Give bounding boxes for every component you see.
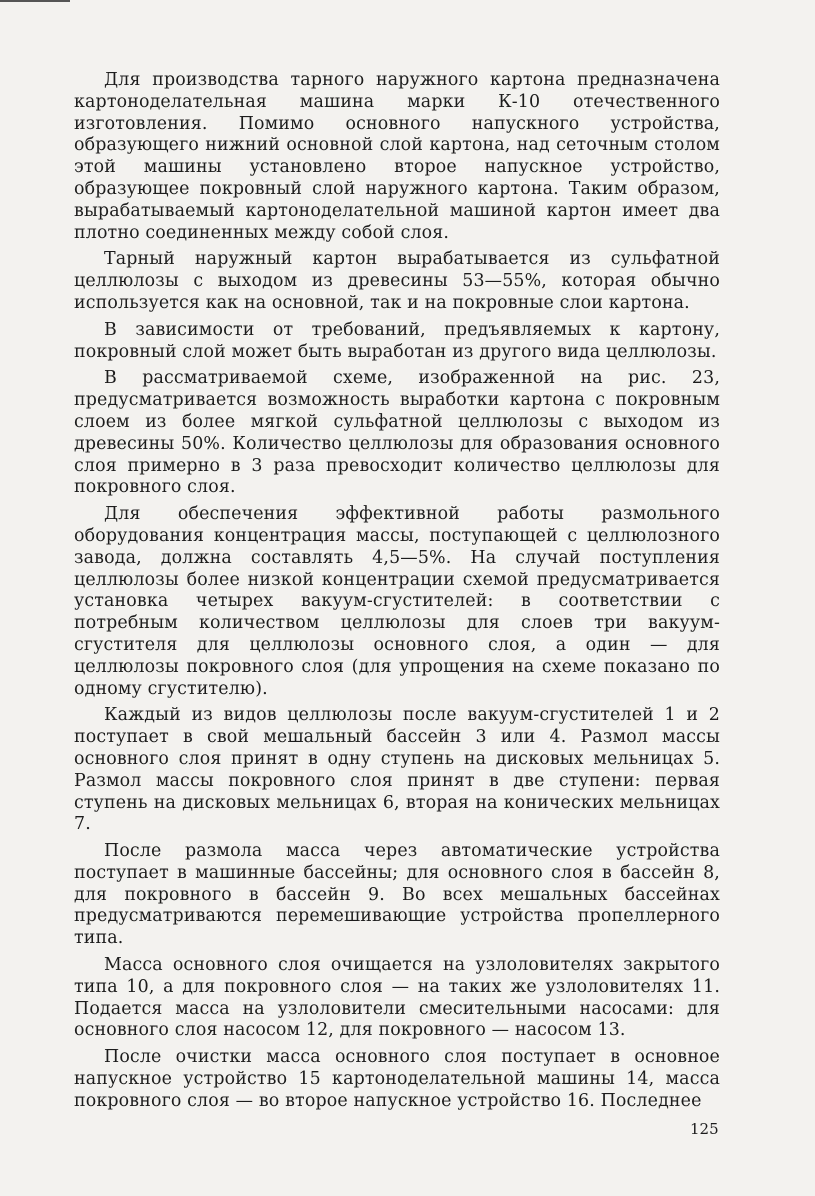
paragraph-7: После размола масса через автоматические устройства поступает в машинные бассейны; для основного слоя в бассейн 8, для покровного в бассейн 9. Во всех мешальных бассейнах предусматриваются перемешивающие устройства пропеллерного типа. [74, 841, 720, 949]
top-rule [0, 0, 70, 2]
page-number: 125 [690, 1120, 719, 1138]
paragraph-5: Для обеспечения эффективной работы размольного оборудования концентрация массы, поступающей с целлюлозного завода, должна составлять 4,5—5%. На случай поступления целлюлозы более низкой концентрации схемой предусматривается установка четырех вакуум-сгустителей: в соответствии с потребным количеством целлюлозы для слоев три вакуум-сгустителя для целлюлозы основного слоя, а один — для целлюлозы покровного слоя (для упрощения на схеме показано по одному сгустителю). [74, 504, 720, 699]
paragraph-9: После очистки масса основного слоя поступает в основное напускное устройство 15 картоноделательной машины 14, масса покровного слоя — во второе напускное устройство 16. Последнее [74, 1047, 720, 1111]
paragraph-6: Каждый из видов целлюлозы после вакуум-сгустителей 1 и 2 поступает в свой мешальный бассейн 3 или 4. Размол массы основного слоя принят в одну ступень на дисковых мельницах 5. Размол массы покровного слоя принят в две ступени: первая ступень на дисковых мельницах 6, вторая на конических мельницах 7. [74, 705, 720, 835]
paragraph-8: Масса основного слоя очищается на узлоловителях закрытого типа 10, а для покровного слоя — на таких же узлоловителях 11. Подается масса на узлоловители смесительными насосами: для основного слоя насосом 12, для покровного — насосом 13. [74, 955, 720, 1041]
paragraph-4: В рассматриваемой схеме, изображенной на рис. 23, предусматривается возможность выработки картона с покровным слоем из более мягкой сульфатной целлюлозы с выходом из древесины 50%. Количество целлюлозы для образования основного слоя примерно в 3 раза превосходит количество целлюлозы для покровного слоя. [74, 368, 720, 498]
paragraph-1: Для производства тарного наружного картона предназначена картоноделательная машина марки К-10 отечественного изготовления. Помимо основного напускного устройства, образующего нижний основной слой картона, над сеточным столом этой машины установлено второе напускное устройство, образующее покровный слой наружного картона. Таким образом, вырабатываемый картоноделательной машиной картон имеет два плотно соединенных между собой слоя. [74, 70, 720, 243]
paragraph-2: Тарный наружный картон вырабатывается из сульфатной целлюлозы с выходом из древесины 53—55%, которая обычно используется как на основной, так и на покровные слои картона. [74, 249, 720, 313]
page-body [74, 70, 720, 1113]
paragraph-3: В зависимости от требований, предъявляемых к картону, покровный слой может быть выработан из другого вида целлюлозы. [74, 319, 720, 362]
